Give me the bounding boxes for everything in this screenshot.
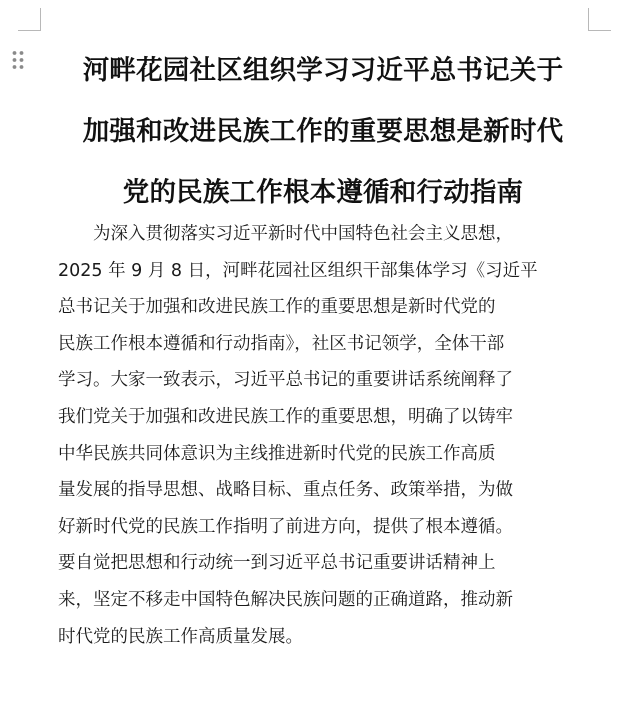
crop-mark-top-right [588, 8, 611, 31]
body-line: 来，坚定不移走中国特色解决民族问题的正确道路，推动新 [58, 589, 513, 610]
body-line: 2025 年 9 月 8 日，河畔花园社区组织干部集体学习《习近平 [58, 260, 538, 281]
body-line: 好新时代党的民族工作指明了前进方向，提供了根本遵循。 [58, 516, 513, 537]
crop-mark-top-left [18, 8, 41, 31]
body-line: 为深入贯彻落实习近平新时代中国特色社会主义思想， [58, 224, 513, 244]
drag-handle-icon[interactable] [11, 50, 25, 70]
body-line: 总书记关于加强和改进民族工作的重要思想是新时代党的 [58, 297, 496, 318]
title-line: 河畔花园社区组织学习习近平总书记关于 [82, 55, 564, 86]
title-line: 加强和改进民族工作的重要思想是新时代 [82, 116, 564, 147]
body-line: 时代党的民族工作高质量发展。 [58, 626, 303, 647]
body-line: 中华民族共同体意识为主线推进新时代党的民族工作高质 [58, 443, 496, 464]
document-title [58, 40, 588, 223]
body-line: 我们党关于加强和改进民族工作的重要思想，明确了以铸牢 [58, 406, 513, 427]
body-line: 民族工作根本遵循和行动指南》，社区书记领学，全体干部 [58, 333, 505, 354]
document-body-paragraph [58, 216, 598, 655]
body-line: 学习。大家一致表示，习近平总书记的重要讲话系统阐释了 [58, 370, 513, 391]
title-line: 党的民族工作根本遵循和行动指南 [122, 177, 524, 208]
body-line: 要自觉把思想和行动统一到习近平总书记重要讲话精神上 [58, 553, 496, 574]
body-line: 量发展的指导思想、战略目标、重点任务、政策举措，为做 [58, 480, 513, 501]
